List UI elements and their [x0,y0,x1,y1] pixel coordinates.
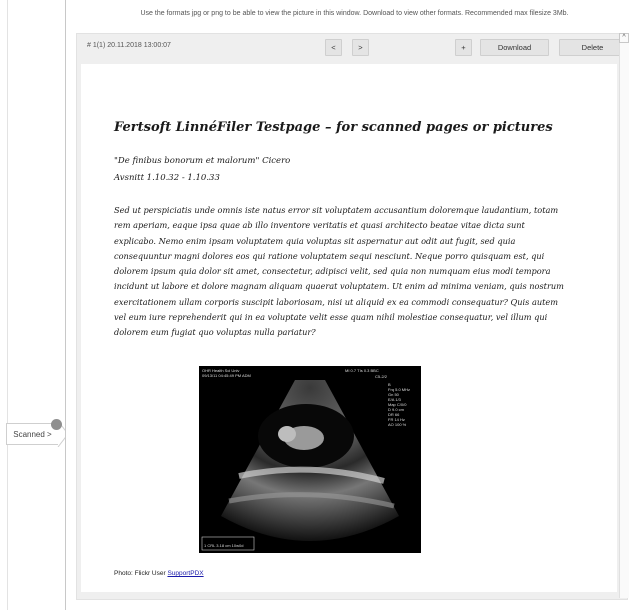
left-divider [7,0,8,610]
format-info-text: Use the formats jpg or png to be able to view the picture in this window. Download to view other formats. Recommended max filesize 3Mb. [140,10,569,17]
scroll-up-icon[interactable]: ^ [619,33,629,43]
main-panel [65,0,642,610]
ultrasound-param: DR 66 [388,412,400,417]
section-line: Avsnitt 1.10.32 - 1.10.33 [114,173,220,183]
ultrasound-param: FR 14 Hz [388,417,405,422]
ultrasound-footer: 1 CRL 3.18 cm 10w0d [204,543,244,548]
caption-prefix: Photo: Flickr User [114,570,168,577]
download-button[interactable]: Download [480,39,549,56]
ultrasound-header-date: 09/13/11 04:45:49 PM ADM [202,373,251,378]
left-panel [0,0,65,610]
viewer-header [77,34,627,60]
photo-caption [114,570,204,577]
scanned-tab[interactable]: Scanned > [6,423,58,445]
body-paragraph: Sed ut perspiciatis unde omnis iste natus error sit voluptatem accusantium doloremque laudantium, totam rem aperiam, eaque ipsa quae ab illo inventore veritatis et quasi architecto beatae vitae dicta sunt explicabo. Nemo enim ipsam voluptatem quia voluptas sit aspernatur aut odit aut fugit, sed quia consequuntur magni dolores eos qui ratione voluptatem sequi nesciunt. Neque porro quisquam est, qui dolorem ipsum quia dolor sit amet, consectetur, adipisci velit, sed quia non numquam eius modi tempora incidunt ut labore et dolore magnam aliquam quaerat voluptatem. Ut enim ad minima veniam, quis nostrum exercitationem ullam corporis suscipit laboriosam, nisi ut aliquid ex ea commodi consequatur? Quis autem vel eum iure reprehenderit qui in ea voluptate velit esse quam nihil molestiae consequatur, vel illum qui dolorem eum fugiat quo voluptas nulla pariatur? [114,205,564,338]
zoom-in-button[interactable]: + [455,39,472,56]
previous-page-button[interactable]: < [325,39,342,56]
delete-button[interactable]: Delete [559,39,626,56]
ultrasound-param: AO 100 % [388,422,407,427]
document-viewer [76,33,628,600]
document-id-timestamp: # 1(1) 20.11.2018 13:00:07 [87,42,171,49]
ultrasound-param: Gn 50 [388,392,399,397]
vertical-scrollbar[interactable] [619,43,629,598]
scanned-page [81,64,617,592]
ultrasound-header-left: OHR Health Sci Univ [202,368,240,373]
caption-link[interactable]: SupportPDX [167,570,204,577]
ultrasound-photo [199,366,421,553]
ultrasound-param: E/A 1/3 [388,397,401,402]
scanned-indicator-dot [51,419,62,430]
ultrasound-param: Map C/0/0 [388,402,407,407]
quote-line: "De finibus bonorum et malorum" Cicero [114,156,291,166]
page-title: Fertsoft LinnéFiler Testpage – for scanned pages or pictures [114,120,553,135]
ultrasound-param: Frq 5.0 MHz [388,387,411,392]
ultrasound-header-probe: C5-2/2 [375,374,388,379]
ultrasound-param: D 9.0 cm [388,407,405,412]
ultrasound-header-right: MI 0.7 TIs 0.3 BBC [345,368,379,373]
ultrasound-param: B [388,382,391,387]
next-page-button[interactable]: > [352,39,369,56]
